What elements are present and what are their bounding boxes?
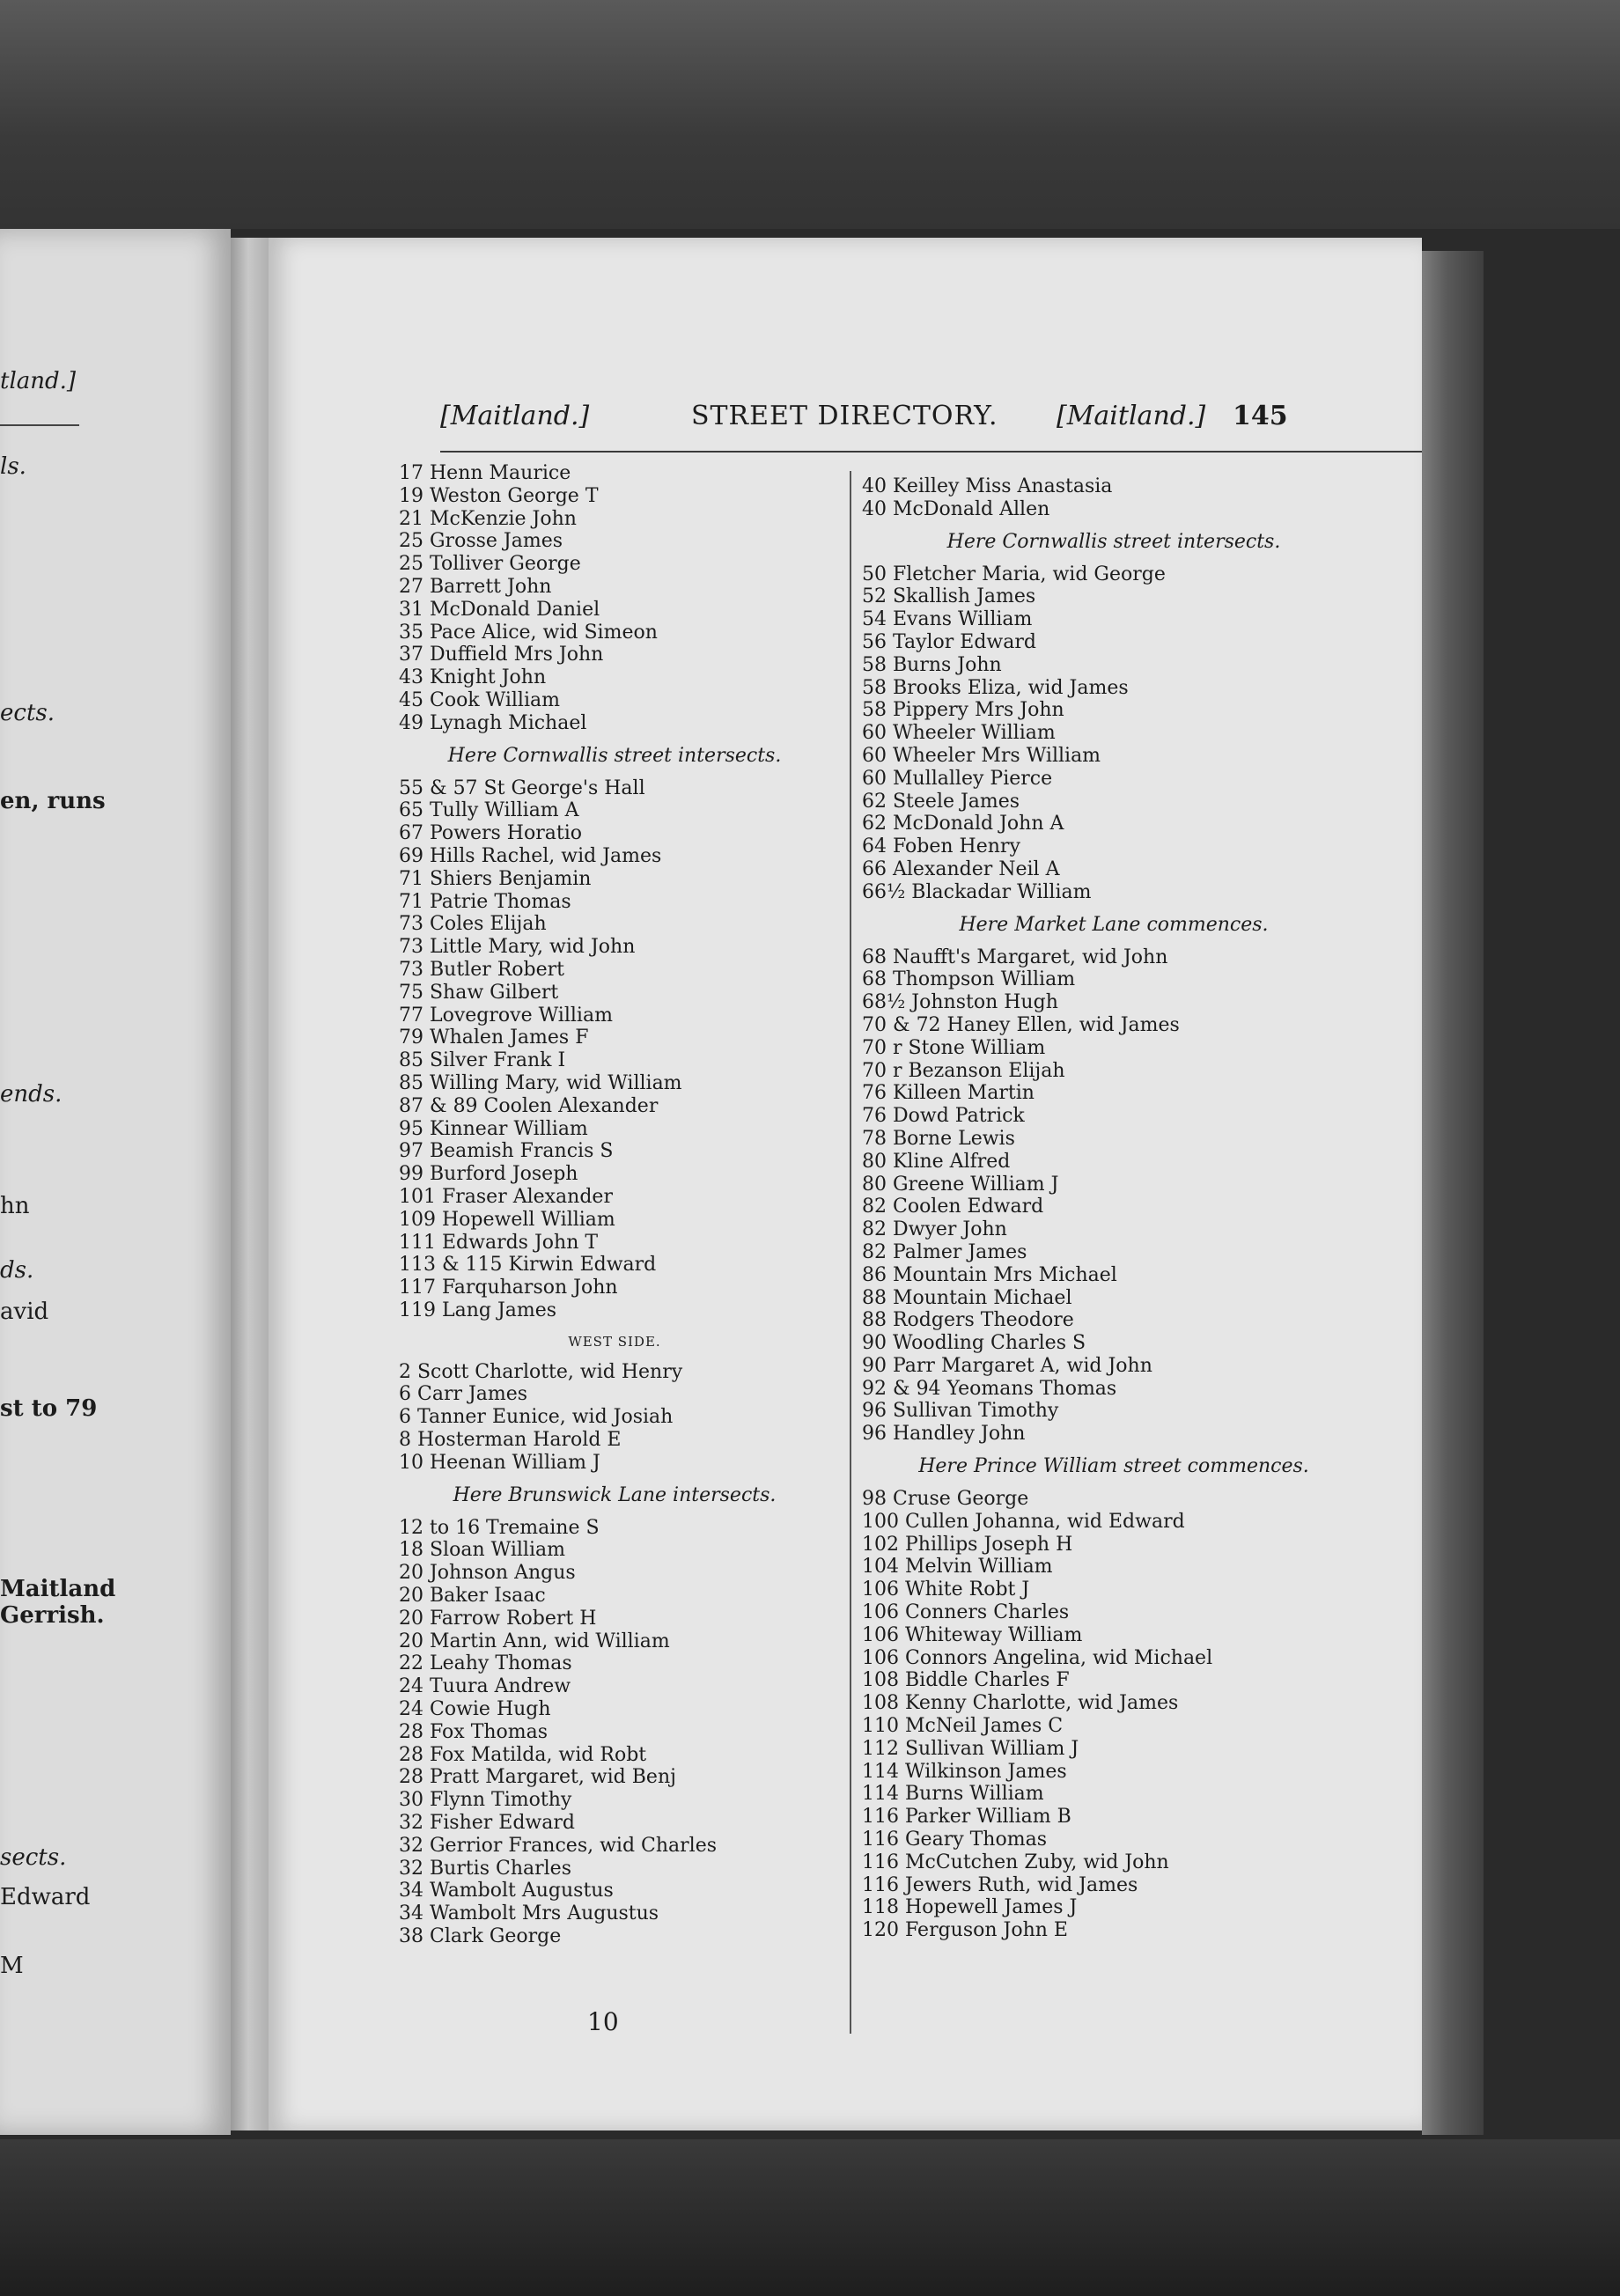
directory-entry: 114 Burns William [862, 1783, 1044, 1806]
left-page-fragment: sects. [0, 1844, 67, 1871]
directory-entry: 58 Brooks Eliza, wid James [862, 676, 1129, 699]
left-page-fragment: M [0, 1953, 24, 1979]
left-page-fragment: Gerrish. [0, 1602, 105, 1629]
directory-entry: 54 Evans William [862, 608, 1033, 631]
directory-entry: 17 Henn Maurice [399, 462, 571, 484]
left-group-4 [399, 1517, 830, 1948]
directory-entry: 50 Fletcher Maria, wid George [862, 563, 1166, 585]
header-rule [440, 451, 1422, 453]
directory-entry: 68 Thompson William [862, 968, 1076, 991]
left-page-fragment: ends. [0, 1081, 63, 1108]
directory-entry: 2 Scott Charlotte, wid Henry [399, 1360, 683, 1383]
left-page-fragment: Maitland [0, 1576, 116, 1602]
directory-entry: 58 Pippery Mrs John [862, 699, 1064, 722]
directory-entry: 73 Butler Robert [399, 958, 564, 981]
directory-entry: 35 Pace Alice, wid Simeon [399, 621, 658, 644]
directory-entry: 65 Tully William A [399, 799, 579, 822]
directory-entry: 60 Mullalley Pierce [862, 767, 1053, 790]
directory-entry: 76 Dowd Patrick [862, 1105, 1025, 1128]
directory-entry: 69 Hills Rachel, wid James [399, 844, 662, 867]
section-heading: Here Market Lane commences. [959, 913, 1269, 936]
directory-entry: 116 McCutchen Zuby, wid John [862, 1851, 1169, 1873]
directory-entry: 106 White Robt J [862, 1578, 1030, 1601]
directory-entry: 108 Biddle Charles F [862, 1669, 1070, 1692]
directory-entry: 101 Fraser Alexander [399, 1185, 613, 1208]
directory-entry: 73 Coles Elijah [399, 913, 547, 936]
directory-entry: 52 Skallish James [862, 585, 1036, 608]
directory-entry: 8 Hosterman Harold E [399, 1429, 622, 1452]
directory-entry: 30 Flynn Timothy [399, 1789, 572, 1812]
directory-entry: 34 Wambolt Augustus [399, 1880, 614, 1902]
directory-entry: 28 Fox Matilda, wid Robt [399, 1743, 647, 1766]
directory-entry: 116 Parker William B [862, 1806, 1071, 1829]
left-page-fragment: Edward [0, 1884, 91, 1910]
directory-entry: 112 Sullivan William J [862, 1737, 1079, 1760]
directory-entry: 6 Tanner Eunice, wid Josiah [399, 1406, 674, 1429]
directory-entry: 88 Mountain Michael [862, 1286, 1072, 1309]
directory-entry: 116 Jewers Ruth, wid James [862, 1873, 1138, 1896]
directory-entry: 111 Edwards John T [399, 1231, 599, 1254]
directory-entry: 27 Barrett John [399, 575, 552, 598]
section-heading: Here Prince William street commences. [918, 1455, 1309, 1478]
directory-entry: 85 Willing Mary, wid William [399, 1071, 682, 1094]
directory-entry: 68 Naufft's Margaret, wid John [862, 946, 1168, 968]
header-left-street: [Maitland.] [440, 401, 590, 431]
directory-entry: 49 Lynagh Michael [399, 711, 587, 734]
directory-entry: 108 Kenny Charlotte, wid James [862, 1692, 1179, 1715]
directory-entry: 20 Baker Isaac [399, 1585, 546, 1608]
left-page-fragment: ects. [0, 700, 55, 726]
directory-entry: 104 Melvin William [862, 1556, 1053, 1578]
section-heading: Here Brunswick Lane intersects. [453, 1483, 777, 1506]
section-heading: Here Cornwallis street intersects. [447, 744, 782, 767]
directory-entry: 45 Cook William [399, 688, 560, 711]
directory-entry: 87 & 89 Coolen Alexander [399, 1094, 659, 1117]
section-heading: Here Cornwallis street intersects. [946, 530, 1281, 553]
directory-entry: 32 Gerrior Frances, wid Charles [399, 1834, 718, 1857]
directory-entry: 67 Powers Horatio [399, 822, 582, 845]
directory-entry: 96 Handley John [862, 1423, 1026, 1446]
directory-entry: 80 Kline Alfred [862, 1150, 1011, 1173]
directory-entry: 114 Wilkinson James [862, 1760, 1067, 1783]
directory-entry: 98 Cruse George [862, 1488, 1029, 1511]
left-page-fragment: tland.] [0, 368, 77, 394]
directory-entry: 20 Farrow Robert H [399, 1607, 597, 1630]
side-heading: WEST SIDE. [568, 1333, 661, 1350]
directory-entry: 70 & 72 Haney Ellen, wid James [862, 1013, 1180, 1036]
directory-entry: 79 Whalen James F [399, 1027, 589, 1049]
directory-entry: 24 Cowie Hugh [399, 1698, 551, 1721]
directory-entry: 118 Hopewell James J [862, 1896, 1078, 1919]
directory-entry: 28 Fox Thomas [399, 1720, 549, 1743]
left-page-fragment: en, runs [0, 788, 106, 814]
directory-entry: 85 Silver Frank I [399, 1049, 566, 1072]
right-group-2 [850, 563, 1378, 904]
directory-entry: 40 McDonald Allen [862, 497, 1050, 520]
header-right-street: [Maitland.] [1057, 401, 1206, 431]
directory-entry: 60 Wheeler Mrs William [862, 744, 1101, 767]
directory-entry: 70 r Stone William [862, 1036, 1046, 1059]
directory-entry: 100 Cullen Johanna, wid Edward [862, 1510, 1185, 1533]
page-header [440, 401, 1422, 439]
right-group-3 [850, 946, 1378, 1446]
left-page-fragment: ls. [0, 453, 26, 480]
directory-entry: 19 Weston George T [399, 484, 599, 507]
directory-entry: 117 Farquharson John [399, 1277, 618, 1299]
directory-entry: 96 Sullivan Timothy [862, 1400, 1059, 1423]
directory-entry: 37 Duffield Mrs John [399, 644, 604, 666]
directory-entry: 6 Carr James [399, 1383, 528, 1406]
directory-entry: 90 Woodling Charles S [862, 1332, 1086, 1355]
directory-entry: 92 & 94 Yeomans Thomas [862, 1377, 1117, 1400]
directory-entry: 97 Beamish Francis S [399, 1140, 614, 1163]
left-column [399, 462, 830, 1948]
directory-entry: 76 Killeen Martin [862, 1082, 1035, 1105]
directory-entry: 99 Burford Joseph [399, 1163, 578, 1186]
directory-entry: 24 Tuura Andrew [399, 1675, 571, 1698]
directory-entry: 40 Keilley Miss Anastasia [862, 475, 1113, 497]
header-title: STREET DIRECTORY. [691, 401, 998, 431]
directory-entry: 58 Burns John [862, 653, 1002, 676]
signature-mark: 10 [587, 2007, 619, 2036]
right-group-1 [850, 475, 1378, 521]
directory-entry: 120 Ferguson John E [862, 1919, 1068, 1942]
directory-entry: 109 Hopewell William [399, 1208, 615, 1231]
directory-entry: 56 Taylor Edward [862, 630, 1036, 653]
directory-entry: 18 Sloan William [399, 1539, 565, 1562]
directory-entry: 31 McDonald Daniel [399, 598, 600, 621]
directory-entry: 80 Greene William J [862, 1173, 1059, 1196]
directory-entry: 110 McNeil James C [862, 1715, 1064, 1738]
directory-entry: 90 Parr Margaret A, wid John [862, 1354, 1152, 1377]
directory-entry: 32 Burtis Charles [399, 1857, 571, 1880]
left-group-1 [399, 462, 830, 735]
directory-entry: 43 Knight John [399, 666, 547, 689]
left-group-2 [399, 777, 830, 1322]
directory-entry: 38 Clark George [399, 1925, 562, 1948]
directory-entry: 82 Palmer James [862, 1240, 1027, 1263]
left-page-header-rule [0, 424, 79, 426]
right-page [269, 238, 1422, 2130]
directory-entry: 106 Conners Charles [862, 1601, 1070, 1624]
directory-entry: 20 Johnson Angus [399, 1562, 576, 1585]
directory-entry: 60 Wheeler William [862, 722, 1056, 745]
directory-entry: 113 & 115 Kirwin Edward [399, 1254, 657, 1277]
page-edge [1422, 251, 1484, 2135]
right-column [850, 475, 1378, 1942]
background-top [0, 0, 1620, 229]
left-group-3 [399, 1361, 830, 1475]
directory-entry: 66 Alexander Neil A [862, 857, 1060, 880]
directory-entry: 66½ Blackadar William [862, 880, 1092, 903]
directory-entry: 116 Geary Thomas [862, 1829, 1047, 1851]
directory-entry: 55 & 57 St George's Hall [399, 776, 645, 799]
directory-entry: 88 Rodgers Theodore [862, 1309, 1074, 1332]
directory-entry: 12 to 16 Tremaine S [399, 1516, 600, 1539]
directory-entry: 70 r Bezanson Elijah [862, 1059, 1065, 1082]
directory-entry: 25 Grosse James [399, 530, 563, 553]
directory-entry: 22 Leahy Thomas [399, 1652, 572, 1675]
directory-entry: 64 Foben Henry [862, 835, 1020, 858]
directory-entry: 71 Shiers Benjamin [399, 867, 592, 890]
right-group-4 [850, 1488, 1378, 1942]
background-bottom [0, 2139, 1620, 2296]
directory-entry: 77 Lovegrove William [399, 1004, 613, 1027]
directory-entry: 10 Heenan William J [399, 1451, 600, 1474]
directory-entry: 34 Wambolt Mrs Augustus [399, 1902, 659, 1925]
directory-entry: 106 Connors Angelina, wid Michael [862, 1646, 1213, 1669]
directory-entry: 106 Whiteway William [862, 1623, 1083, 1646]
left-page-fragment: hn [0, 1193, 30, 1219]
directory-entry: 78 Borne Lewis [862, 1127, 1015, 1150]
directory-entry: 119 Lang James [399, 1299, 557, 1321]
directory-entry: 68½ Johnston Hugh [862, 991, 1058, 1014]
directory-entry: 62 McDonald John A [862, 813, 1064, 835]
left-page-fragment: avid [0, 1299, 49, 1325]
left-page [0, 229, 231, 2135]
page-number: 145 [1233, 401, 1288, 431]
left-page-fragment: ds. [0, 1257, 34, 1284]
directory-entry: 20 Martin Ann, wid William [399, 1630, 670, 1652]
directory-entry: 82 Dwyer John [862, 1218, 1007, 1241]
directory-entry: 71 Patrie Thomas [399, 890, 571, 913]
directory-entry: 86 Mountain Mrs Michael [862, 1263, 1117, 1286]
directory-entry: 102 Phillips Joseph H [862, 1533, 1073, 1556]
directory-entry: 62 Steele James [862, 790, 1020, 813]
directory-entry: 25 Tolliver George [399, 553, 581, 576]
directory-entry: 75 Shaw Gilbert [399, 981, 559, 1004]
directory-entry: 95 Kinnear William [399, 1117, 588, 1140]
directory-entry: 73 Little Mary, wid John [399, 936, 636, 959]
directory-entry: 82 Coolen Edward [862, 1196, 1044, 1218]
left-page-fragment: st to 79 [0, 1395, 98, 1422]
directory-entry: 28 Pratt Margaret, wid Benj [399, 1766, 676, 1789]
directory-entry: 32 Fisher Edward [399, 1812, 575, 1835]
directory-entry: 21 McKenzie John [399, 507, 577, 530]
